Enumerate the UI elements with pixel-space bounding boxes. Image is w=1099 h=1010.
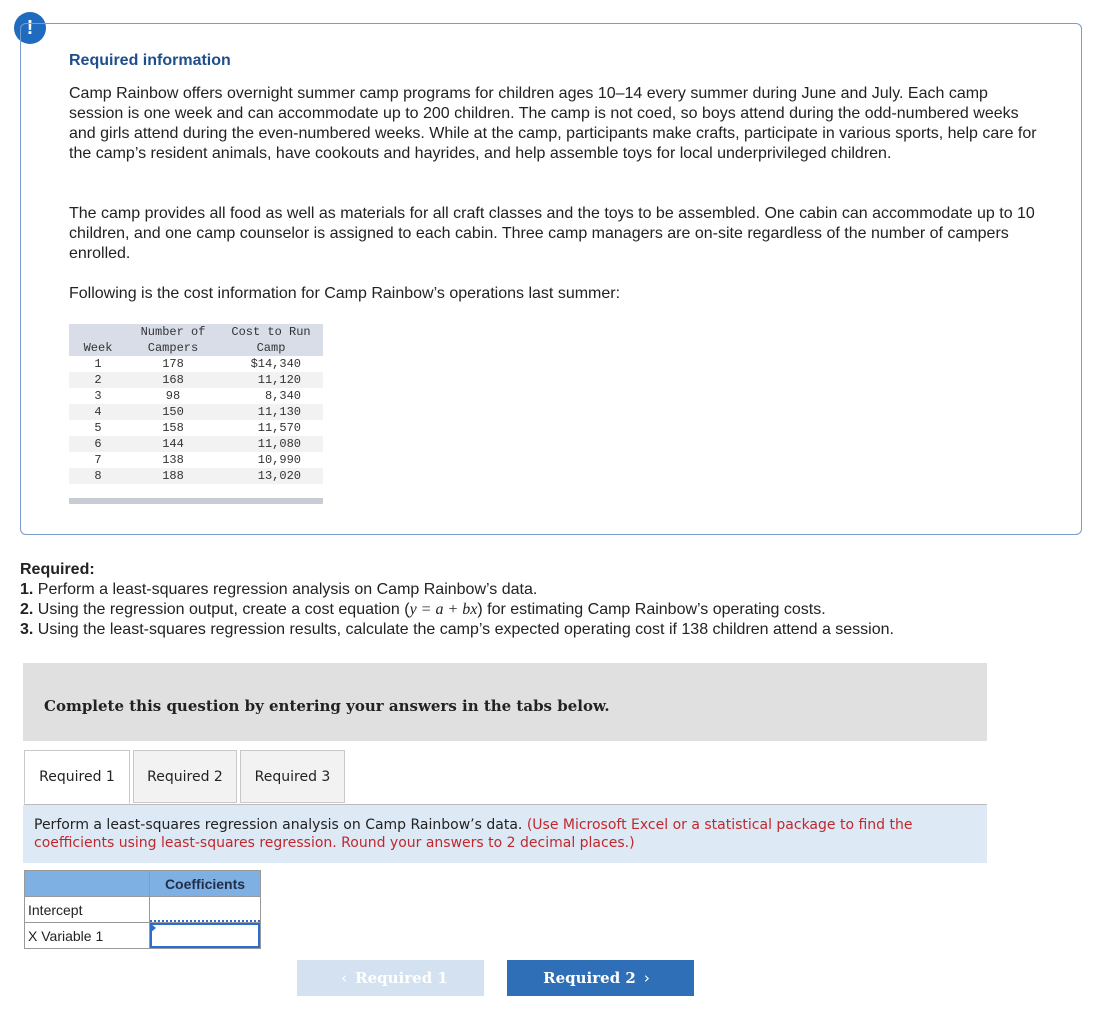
x-variable-cell [150,923,261,949]
week-cell: 8 [69,468,127,491]
table-footer-bar [69,491,323,504]
question-hint: (Use Microsoft Excel or a statistical package to find the coefficients using least-squares regression. Round your answers to 2 decimal places.) [34,817,913,851]
info-paragraph-1: Camp Rainbow offers overnight summer camp programs for children ages 10–14 every summer during June and July. Each camp session is one week and can accommodate up to 200 children. The camp is not coed, so boys attend during the odd-numbered weeks and girls attend during the even-numbered weeks. While at the camp, participants make crafts, participate in various sports, help care for the camp’s resident animals, have cookouts and hayrides, and help assemble toys for local underprivileged children. [69,85,1037,162]
coefficients-table [24,870,261,949]
coefficients-table-corner [25,871,150,897]
table-row [69,404,323,420]
info-title: Required information [69,52,231,69]
cost-cell: 11,570 [219,420,323,436]
cost-equation: y = a + bx [409,601,478,618]
instruction-bar [23,663,987,741]
week-cell: 3 [69,388,127,404]
next-required-button[interactable]: Required 2 › [507,960,694,996]
required-item-3: 3. Using the least-squares regression results, calculate the camp’s expected operating cost if 138 children attend a session. [20,621,894,638]
tab-required-2[interactable]: Required 2 [133,750,237,803]
campers-cell: 150 [127,404,219,420]
campers-cell: 144 [127,436,219,452]
required-item-1: 1. Perform a least-squares regression analysis on Camp Rainbow’s data. [20,581,538,598]
prev-required-button[interactable]: ‹ Required 1 [297,960,484,996]
intercept-label: Intercept [25,897,150,923]
question-text: Perform a least-squares regression analysis on Camp Rainbow’s data. (Use Microsoft Excel or a statistical package to find the coefficients using least-squares regression. Round your answers to 2 decimal places.) [34,817,913,851]
table-row [69,468,323,491]
table-row [69,356,323,372]
table-row [69,372,323,388]
cost-cell: 13,020 [219,468,323,491]
required-heading: Required: [20,561,95,578]
question-panel [23,805,987,863]
header-cost: Cost to Run Camp [219,324,323,356]
campers-cell: 178 [127,356,219,372]
cost-cell: 8,340 [219,388,323,404]
header-campers: Number of Campers [127,324,219,356]
tab-required-3[interactable]: Required 3 [240,750,345,803]
table-row [69,388,323,404]
cost-cell: 11,130 [219,404,323,420]
table-row [25,897,261,923]
campers-cell: 138 [127,452,219,468]
campers-cell: 168 [127,372,219,388]
cost-cell: 10,990 [219,452,323,468]
x-variable-input[interactable] [150,923,260,948]
week-cell: 2 [69,372,127,388]
chevron-left-icon: ‹ [341,969,348,987]
campers-cell: 158 [127,420,219,436]
week-cell: 5 [69,420,127,436]
info-paragraph-2: The camp provides all food as well as materials for all craft classes and the toys to be assembled. One cabin can accommodate up to 10 children, and one camp counselor is assigned to each cabin. Three camp managers are on-site regardless of the number of campers enrolled. [69,205,1035,262]
cost-cell: $14,340 [219,356,323,372]
x-variable-label: X Variable 1 [25,923,150,949]
table-row [69,436,323,452]
cost-cell: 11,120 [219,372,323,388]
week-cell: 6 [69,436,127,452]
header-week: Week [69,324,127,356]
required-information-box [20,23,1082,535]
week-cell: 1 [69,356,127,372]
campers-cell: 188 [127,468,219,491]
week-cell: 7 [69,452,127,468]
table-row [25,923,261,949]
cost-data-table [69,324,323,504]
info-paragraph-3: Following is the cost information for Camp Rainbow’s operations last summer: [69,285,621,302]
active-cell-marker-icon [150,923,156,933]
answer-tabs [24,750,987,805]
required-list [20,560,1020,640]
required-item-2: 2. Using the regression output, create a cost equation (y = a + bx) for estimating Camp Rainbow’s operating costs. [20,601,826,618]
week-cell: 4 [69,404,127,420]
table-row [69,452,323,468]
intercept-input[interactable] [150,897,260,922]
cost-cell: 11,080 [219,436,323,452]
exclamation-icon: ! [14,12,46,44]
instruction-text: Complete this question by entering your answers in the tabs below. [44,697,610,715]
tab-required-1[interactable]: Required 1 [24,750,130,804]
coefficients-header: Coefficients [150,871,261,897]
chevron-right-icon: › [643,969,650,987]
intercept-cell [150,897,261,923]
campers-cell: 98 [127,388,219,404]
table-row [69,420,323,436]
